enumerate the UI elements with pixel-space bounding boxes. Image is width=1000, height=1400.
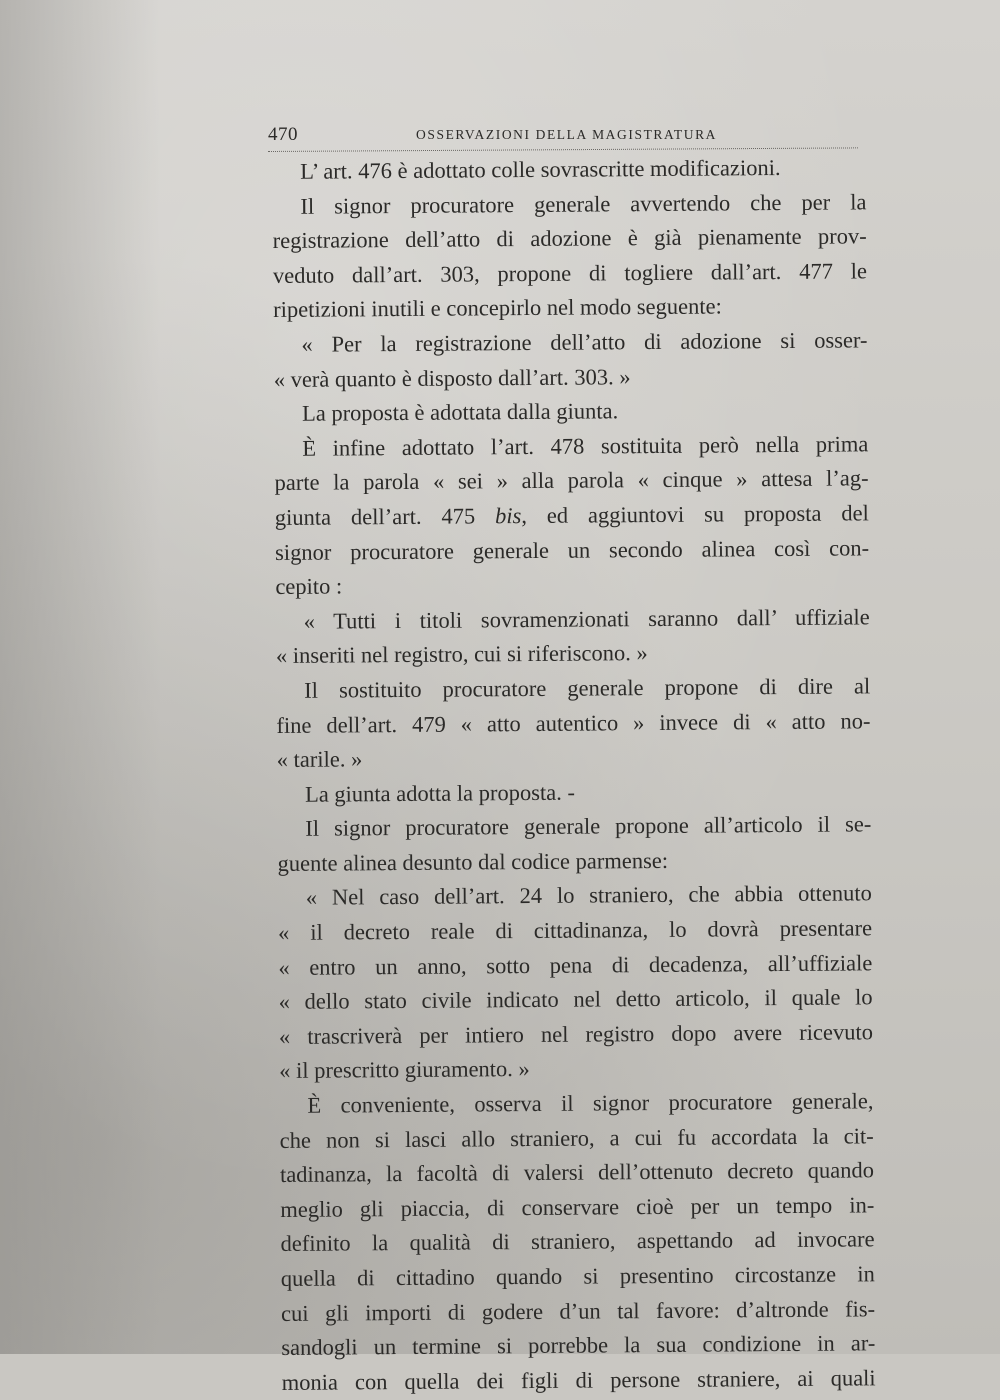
text-line: definito la qualità di straniero, aspettando ad invocare — [280, 1226, 875, 1257]
text-line: guente alinea desunto dal codice parmense: — [277, 847, 669, 876]
italic-word: bis — [494, 502, 522, 529]
text-line: La proposta è adottata dalla giunta. — [301, 398, 619, 426]
page-number: 470 — [268, 124, 298, 145]
text-line: quella di cittadino quando si presentino circostanze in — [280, 1261, 875, 1291]
text-line: sandogli un termine si porrebbe la sua condizione in ar- — [281, 1330, 876, 1361]
text-line: signor procuratore generale un secondo alinea così con- — [275, 534, 870, 565]
text-line: « dello stato civile indicato nel detto articolo, il quale lo — [278, 984, 873, 1015]
text-line: veduto dall’art. 303, propone di togliere dall’art. 477 le — [272, 258, 868, 288]
text-line: Il signor procuratore generale propone all’articolo il se- — [305, 811, 872, 842]
text-line: cui gli importi di godere d’un tal favore: d’altronde fis- — [280, 1295, 876, 1326]
text-line: La giunta adotta la proposta. - — [304, 779, 576, 807]
text-line: Il sostituito procuratore generale propone di dire al — [304, 673, 871, 703]
text-line: « Per la registrazione dell’atto di adozione si osser- — [301, 327, 868, 357]
text-line: cepito : — [275, 573, 343, 600]
text-line: « tarile. » — [276, 746, 363, 773]
text-line: Il signor procuratore generale avvertendo che per la — [300, 188, 867, 219]
text-line: « Nel caso dell’art. 24 lo straniero, che abbia ottenuto — [305, 880, 872, 911]
text-line: « trascriverà per intiero nel registro dopo avere ricevuto — [278, 1019, 874, 1049]
text-line: « inseriti nel registro, cui si riferiscono. » — [275, 640, 648, 669]
text-line: registrazione dell’atto di adozione è già pienamente prov- — [272, 223, 867, 254]
text-line: « Tutti i titoli sovramenzionati saranno dall’ uffiziale — [303, 604, 870, 634]
body-text — [272, 150, 876, 1400]
text-line: L’ art. 476 è adottato colle sovrascritte modificazioni. — [300, 155, 781, 184]
text-line: tadinanza, la facoltà di valersi dell’ottenuto decreto quando — [279, 1157, 875, 1188]
text-line: fine dell’art. 479 « atto autentico » invece di « atto no- — [276, 707, 871, 738]
text-line: che non si lasci allo straniero, a cui fu accordata la cit- — [279, 1122, 874, 1153]
text-line: giunta dell’art. 475 bis, ed aggiuntovi su proposta del — [274, 500, 869, 530]
text-line: « il prescritto giuramento. » — [279, 1056, 530, 1084]
text-line: monia con quella dei figli di persone straniere, ai quali — [281, 1365, 876, 1395]
text-line: meglio gli piaccia, di conservare cioè per un tempo in- — [280, 1192, 875, 1222]
text-line: « il decreto reale di cittadinanza, lo dovrà presentare — [278, 915, 873, 946]
text-line: È infine adottato l’art. 478 sostituita però nella prima — [302, 431, 869, 461]
text-line: ripetizioni inutili e concepirlo nel modo seguente: — [273, 293, 722, 323]
text-line: « entro un anno, sotto pena di decadenza, all’uffiziale — [278, 949, 873, 980]
running-head: OSSERVAZIONI DELLA MAGISTRATURA — [416, 127, 718, 142]
text-line: « verà quanto è disposto dall’art. 303. » — [273, 363, 631, 392]
text-line: È conveniente, osserva il signor procuratore generale, — [307, 1088, 874, 1118]
page-shadow — [0, 0, 160, 1354]
text-line: parte la parola « sei » alla parola « cinque » attesa l’ag- — [274, 465, 869, 496]
